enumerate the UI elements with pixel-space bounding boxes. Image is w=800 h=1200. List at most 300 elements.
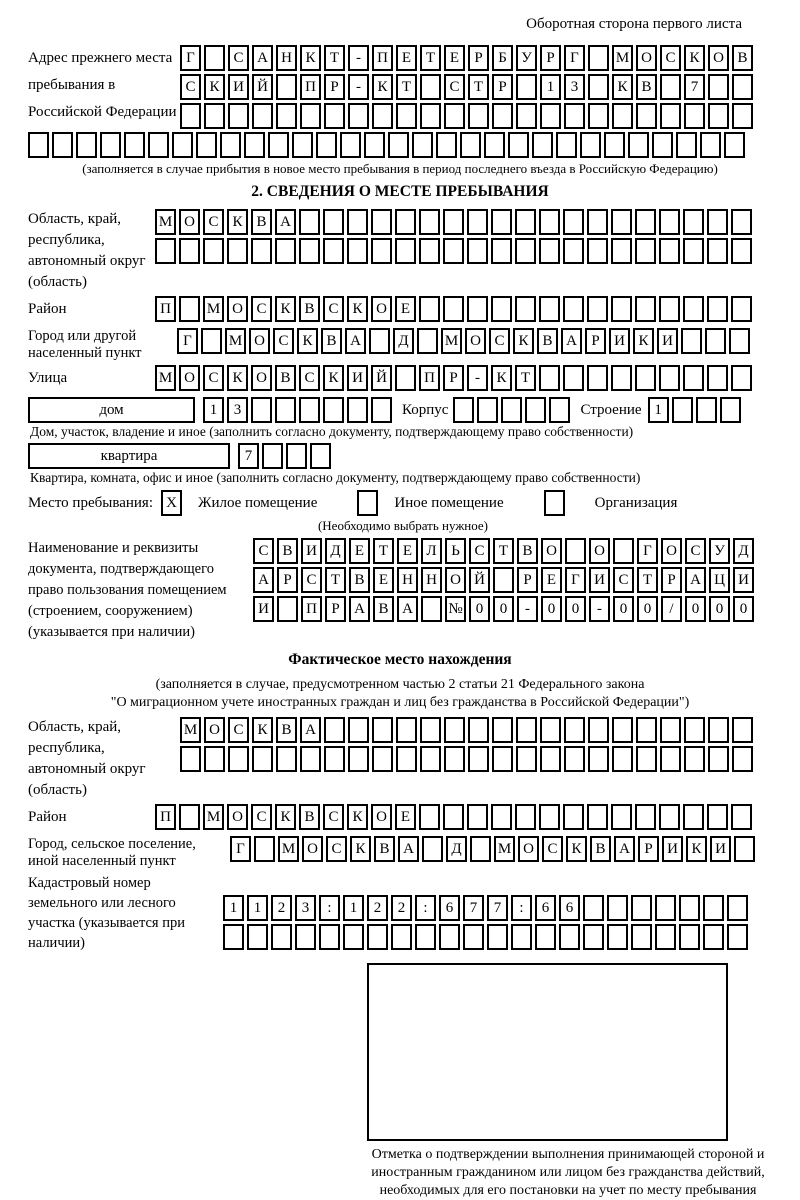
char-box [611,804,632,830]
char-box: Л [421,538,442,564]
char-box [155,238,176,264]
char-box: Н [397,567,418,593]
char-box [468,103,489,129]
char-box: А [300,717,321,743]
char-box: Д [446,836,467,862]
stay-option-other-label: Иное помещение [394,494,504,511]
char-box: Р [324,74,345,100]
char-box: С [469,538,490,564]
char-box [708,74,729,100]
char-box [491,238,512,264]
char-box [587,804,608,830]
char-box: О [227,804,248,830]
char-box [532,132,553,158]
char-box-row [155,238,752,264]
char-box: О [371,804,392,830]
char-box: Р [468,45,489,71]
char-box [417,328,438,354]
char-box [316,132,337,158]
char-box: 2 [391,895,412,921]
char-box: Й [252,74,273,100]
char-box: Н [421,567,442,593]
char-box [444,717,465,743]
char-box [436,132,457,158]
char-box: Г [637,538,658,564]
actual-location-title: Фактическое место нахождения [288,651,512,668]
char-box [491,804,512,830]
char-box: 1 [223,895,244,921]
char-box [516,746,537,772]
document-block [28,538,772,643]
char-box: Т [468,74,489,100]
char-box-row [180,74,753,100]
char-box: В [276,717,297,743]
char-box [700,132,721,158]
char-box [348,746,369,772]
char-box [540,746,561,772]
char-box: К [566,836,587,862]
char-box: П [155,296,176,322]
char-box [563,238,584,264]
house-block [28,397,772,423]
char-box [511,924,532,950]
char-box [443,804,464,830]
char-box: Ц [709,567,730,593]
char-box: С [444,74,465,100]
corner-note: Оборотная сторона первого листа [526,16,742,32]
char-box [540,717,561,743]
stay-type-note: (Необходимо выбрать нужное) [317,518,489,533]
char-box [487,924,508,950]
char-box [180,103,201,129]
char-box [720,397,741,423]
char-box [607,924,628,950]
char-box: 7 [684,74,705,100]
char-box [588,746,609,772]
char-box [564,746,585,772]
char-box [348,717,369,743]
char-box [324,746,345,772]
char-box: К [227,365,248,391]
char-box: С [299,365,320,391]
char-box: 7 [487,895,508,921]
actual-district-block [28,804,772,833]
char-box: - [348,45,369,71]
char-box-row [155,296,752,322]
char-box-row [180,717,753,743]
char-box [420,717,441,743]
char-box [347,238,368,264]
char-box [655,924,676,950]
char-box: В [537,328,558,354]
char-box [323,209,344,235]
char-box: М [494,836,515,862]
char-box [635,238,656,264]
char-box [100,132,121,158]
char-box [732,717,753,743]
char-box: А [275,209,296,235]
char-box: Д [733,538,754,564]
char-box [395,238,416,264]
char-box: 3 [227,397,248,423]
char-box [707,238,728,264]
char-box [76,132,97,158]
char-box [52,132,73,158]
char-box: Е [395,804,416,830]
char-box: О [636,45,657,71]
char-box: С [180,74,201,100]
char-box [655,895,676,921]
char-box [271,924,292,950]
char-box: П [372,45,393,71]
char-box: Д [393,328,414,354]
char-box: 1 [203,397,224,423]
char-box [681,328,702,354]
char-box: С [542,836,563,862]
char-box [443,238,464,264]
char-box [676,132,697,158]
char-box: О [445,567,466,593]
street-label: Улица [28,370,68,386]
char-box: С [273,328,294,354]
char-box [587,365,608,391]
char-box: : [319,895,340,921]
char-box [467,238,488,264]
char-box [588,103,609,129]
char-box [707,209,728,235]
region-block [28,209,772,293]
char-box [684,746,705,772]
char-box [180,746,201,772]
char-box: Б [492,45,513,71]
char-box [444,103,465,129]
char-box [276,74,297,100]
char-box: А [685,567,706,593]
char-box [324,103,345,129]
char-box [395,365,416,391]
char-box: С [301,567,322,593]
char-box: Й [469,567,490,593]
char-box: В [251,209,272,235]
char-box [612,103,633,129]
char-box: Г [564,45,585,71]
char-box: Г [230,836,251,862]
char-box: О [371,296,392,322]
char-box-row [223,924,748,950]
char-box: Р [517,567,538,593]
char-box [340,132,361,158]
char-box [220,132,241,158]
char-box [468,746,489,772]
char-box [727,924,748,950]
char-box: В [321,328,342,354]
char-box: М [180,717,201,743]
char-box [732,746,753,772]
char-box [396,103,417,129]
char-box [635,804,656,830]
char-box: 0 [469,596,490,622]
char-box: В [636,74,657,100]
char-box [419,804,440,830]
char-box: 0 [565,596,586,622]
char-box: А [349,596,370,622]
char-box [707,804,728,830]
char-box: 7 [238,443,259,469]
char-box-row [28,132,772,158]
stay-type-block [28,490,772,516]
char-box [672,397,693,423]
char-box: : [415,895,436,921]
char-box: О [179,209,200,235]
char-box [247,924,268,950]
char-box: Р [325,596,346,622]
char-box [204,103,225,129]
char-box [223,924,244,950]
cadastral-grid [223,895,748,953]
char-box: - [589,596,610,622]
char-box: Т [324,45,345,71]
char-box: А [561,328,582,354]
char-box: С [489,328,510,354]
char-box [453,397,474,423]
char-box [604,132,625,158]
char-box: О [708,45,729,71]
char-box: И [609,328,630,354]
char-box [580,132,601,158]
char-box: 1 [540,74,561,100]
char-box: К [347,804,368,830]
char-box [731,804,752,830]
char-box [539,365,560,391]
char-box: У [709,538,730,564]
char-box [611,209,632,235]
char-box [613,538,634,564]
char-box: 3 [564,74,585,100]
char-box [660,746,681,772]
stay-option-residential-label: Жилое помещение [198,494,318,511]
char-box [516,103,537,129]
char-box [252,103,273,129]
char-box [492,103,513,129]
char-box [516,74,537,100]
char-box [254,836,275,862]
char-box [635,365,656,391]
char-box [277,596,298,622]
char-box-row [253,538,754,564]
char-box: Р [585,328,606,354]
stay-type-label: Место пребывания: [28,494,153,511]
char-box [559,924,580,950]
char-box: № [445,596,466,622]
char-box: Е [541,567,562,593]
char-box: К [297,328,318,354]
char-box: Ь [445,538,466,564]
char-box [468,717,489,743]
char-box [679,924,700,950]
char-box [539,804,560,830]
char-box-row [230,836,755,862]
char-box: С [203,209,224,235]
char-box [124,132,145,158]
char-box [286,443,307,469]
char-box [539,238,560,264]
char-box [310,443,331,469]
char-box: 0 [541,596,562,622]
char-box: А [397,596,418,622]
char-box [734,836,755,862]
char-box: - [348,74,369,100]
char-box [419,238,440,264]
char-box: Т [515,365,536,391]
char-box [588,717,609,743]
char-box [724,132,745,158]
char-box: И [253,596,274,622]
char-box [391,924,412,950]
cadastral-label: Кадастровый номер земельного или лесного участка (указывается при наличии) [28,875,185,951]
char-box: Е [349,538,370,564]
char-box [612,717,633,743]
char-box [323,238,344,264]
char-box [204,45,225,71]
char-box [587,209,608,235]
char-box: И [589,567,610,593]
char-box [251,238,272,264]
char-box [275,397,296,423]
char-box [179,296,200,322]
city-block [28,328,772,362]
char-box: О [249,328,270,354]
char-box: К [275,296,296,322]
char-box-row [155,209,752,235]
char-box-row [177,328,750,354]
char-box [611,238,632,264]
char-box [148,132,169,158]
char-box: К [372,74,393,100]
char-box: : [511,895,532,921]
stay-checkbox-residential: X [161,490,182,516]
char-box [276,103,297,129]
char-box [323,397,344,423]
char-box [491,209,512,235]
prev-address-label: Адрес прежнего места пребывания в Российской Федерации [28,50,177,120]
char-box: Т [325,567,346,593]
char-box: К [513,328,534,354]
char-box [563,209,584,235]
char-box: 1 [648,397,669,423]
char-box [299,397,320,423]
char-box [262,443,283,469]
char-box [705,328,726,354]
char-box [319,924,340,950]
char-box [422,836,443,862]
char-box [731,365,752,391]
actual-location-note-1: (заполняется в случае, предусмотренном частью 2 статьи 21 Федерального закона [155,677,645,692]
char-box: С [228,717,249,743]
char-box [607,895,628,921]
char-box: К [686,836,707,862]
char-box: В [349,567,370,593]
char-box-row [453,397,570,423]
char-box: Т [373,538,394,564]
char-box [295,924,316,950]
char-box [659,365,680,391]
char-box [467,296,488,322]
char-box: П [300,74,321,100]
char-box: К [612,74,633,100]
char-box [703,924,724,950]
char-box [343,924,364,950]
char-box: О [541,538,562,564]
char-box: Д [325,538,346,564]
char-box [501,397,522,423]
char-box-row [155,804,752,830]
house-box: дом [28,397,195,423]
char-box: 0 [637,596,658,622]
char-box: Р [443,365,464,391]
char-box [491,296,512,322]
char-box [443,296,464,322]
char-box: О [465,328,486,354]
char-box [324,717,345,743]
char-box [564,717,585,743]
char-box [556,132,577,158]
char-box: 6 [439,895,460,921]
char-box [679,895,700,921]
char-box: С [228,45,249,71]
district-label: Район [28,301,67,317]
char-box [611,296,632,322]
stamp-box [367,963,728,1141]
char-box [659,296,680,322]
char-box: 2 [367,895,388,921]
char-box: Р [661,567,682,593]
region-label: Область, край, республика, автономный округ (область) [28,211,146,290]
char-box [300,103,321,129]
actual-city-label: Город, сельское поселение, иной населенный пункт [28,836,196,869]
char-box: К [323,365,344,391]
actual-region-block [28,717,772,801]
char-box: О [302,836,323,862]
char-box: Е [395,296,416,322]
char-box [635,209,656,235]
char-box: И [733,567,754,593]
stay-checkbox-organization [544,490,565,516]
char-box [628,132,649,158]
char-box [635,296,656,322]
char-box [611,365,632,391]
char-box [396,746,417,772]
char-box [395,209,416,235]
char-box: Р [492,74,513,100]
char-box: 0 [613,596,634,622]
char-box: П [155,804,176,830]
char-box [179,804,200,830]
char-box [729,328,750,354]
char-box [388,132,409,158]
char-box [492,717,513,743]
char-box [731,209,752,235]
stamp-caption: Отметка о подтверждении выполнения принимающей стороной и иностранным гражданином или лицом без гражданства действий, необходимых для его постановки на учет по месту пребывания [371,1147,765,1198]
char-box [684,717,705,743]
char-box: М [225,328,246,354]
char-box: / [661,596,682,622]
char-box-row [203,397,392,423]
char-box: 0 [685,596,706,622]
stroenie-label: Строение [580,401,642,418]
char-box [708,103,729,129]
char-box: М [441,328,462,354]
char-box: С [660,45,681,71]
